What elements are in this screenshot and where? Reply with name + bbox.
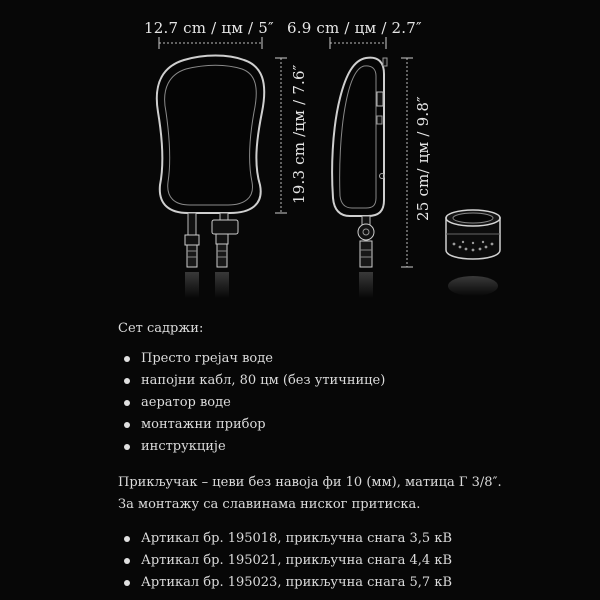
side-depth-label: 6.9 cm / цм / 2.7″ [287,19,422,37]
front-height-label: 19.3 cm /цм / 7.6″ [290,64,308,204]
aerator-image [446,210,500,296]
list-item: Артикал бр. 195021, прикључна снага 4,4 кВ [118,550,578,572]
connection-paragraph: Прикључак – цеви без навоја фи 10 (мм), матица Г 3/8″. За монтажу са славинама ниског притиска. [118,475,502,512]
set-contents-list [118,348,578,458]
list-item: Престо грејач воде [118,348,578,370]
product-description [118,318,578,594]
side-height-label: 25 cm/ цм / 9.8″ [414,96,432,221]
list-item: Артикал бр. 195023, прикључна снага 5,7 кВ [118,572,578,594]
list-item: Артикал бр. 195018, прикључна снага 3,5 кВ [118,528,578,550]
front-width-label: 12.7 cm / цм / 5″ [144,19,274,37]
set-heading: Сет садржи: [118,321,204,336]
heater-front-view [157,56,264,299]
list-item: напојни кабл, 80 цм (без утичнице) [118,370,578,392]
list-item: аератор воде [118,392,578,414]
list-item: монтажни прибор [118,414,578,436]
list-item: инструкције [118,436,578,458]
articles-list [118,528,578,594]
heater-side-view [332,58,387,298]
